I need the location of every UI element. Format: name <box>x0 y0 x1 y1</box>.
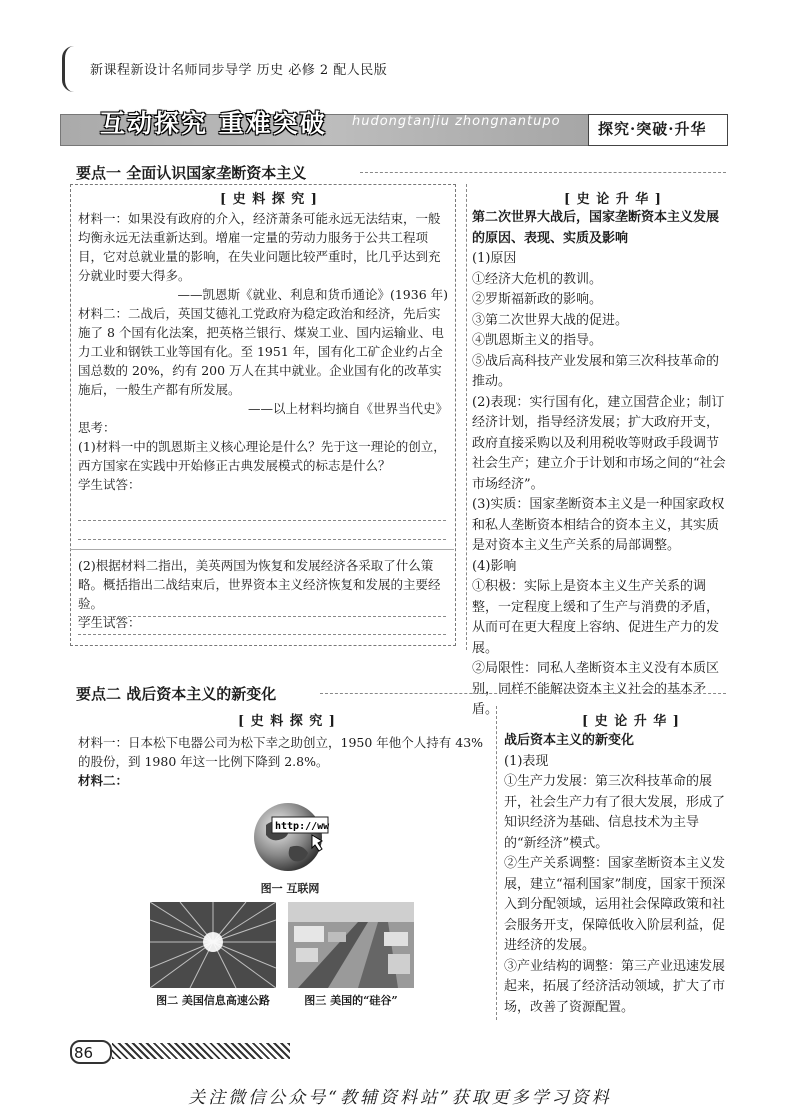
s2-right-heading: 战后资本主义的新变化 <box>504 733 635 748</box>
figure1-internet-image <box>250 795 330 875</box>
s1-material1-source: ——凯恩斯《就业、利息和货币通论》(1936 年) <box>177 287 448 302</box>
s1-material2: 材料二：二战后，英国艾德礼工党政府为稳定政治和经济，先后实施了 8 个国有化法案，把英格兰银行、煤炭工业、国内运输业、电力工业和钢铁工业等国有化。至 1951 年，国有化工矿企业约占全国总数的 20%，约有 200 万人在其中就业。企业国有化的改革实施后，一般生产都有所发展。 <box>78 306 444 397</box>
s2-right-line: ①生产力发展：第三次科技革命的展开，社会生产力有了很大发展，形成了知识经济为基础、信息技术为主导的“新经济”模式。 <box>504 774 726 851</box>
s2-right-line: ③产业结构的调整：第三产业迅速发展起来，拓展了经济活动领域，扩大了市场，改善了资源配置。 <box>504 958 726 1015</box>
section2-rule <box>320 693 726 694</box>
s1-question2-block <box>78 556 448 632</box>
s1-right-line: (2)表现：实行国有化，建立国营企业；制订经济计划，指导经济发展；扩大政府开支，政府直接采购以及利用税收等财政手段调节社会生产；建立介于计划和市场之间的“社会市场经济”。 <box>472 394 726 492</box>
footer-note: 关注微信公众号“教辅资料站”获取更多学习资料 <box>188 1088 612 1108</box>
s1-answer-label1: 学生试答： <box>78 477 141 492</box>
section1-right-subhead: [ 史 论 升 华 ] <box>564 192 662 207</box>
s2-material2-label: 材料二： <box>78 773 129 788</box>
section1-left-content <box>78 209 448 494</box>
s1-material1: 材料一：如果没有政府的介入，经济萧条可能永远无法结束，一般均衡永远无法重新达到。增雇一定量的劳动力服务于公共工程项目，它对总就业量的影响，在失业问题比较严重时，比几乎达到充分就业时要大得多。 <box>78 211 441 283</box>
answer-line[interactable] <box>78 616 446 617</box>
s2-right-line: ②生产关系调整：国家垄断资本主义发展，建立“福利国家”制度，国家干预深入到分配领域，运用社会保障政策和社会服务开支，保障低收入阶层利益，促进经济的发展。 <box>504 856 726 953</box>
section1-title: 要点一 全面认识国家垄断资本主义 <box>76 164 307 182</box>
s1-right-line: ④凯恩斯主义的指导。 <box>472 333 603 348</box>
question-separator <box>70 549 454 550</box>
s1-right-line: ②罗斯福新政的影响。 <box>472 292 603 307</box>
figure3-caption: 图三 美国的“硅谷” <box>304 994 398 1007</box>
header-brace <box>62 46 79 92</box>
section2-title: 要点二 战后资本主义的新变化 <box>76 685 277 703</box>
banner-right-label: 探究·突破·升华 <box>598 120 707 138</box>
banner-pinyin: hudongtanjiu zhongnantupo <box>352 114 561 129</box>
banner-title: 互动探究 重难突破 <box>100 109 327 138</box>
figure2-caption: 图二 美国信息高速公路 <box>156 994 270 1007</box>
figure1-caption: 图一 互联网 <box>260 882 320 895</box>
s1-right-line: (3)实质：国家垄断资本主义是一种国家政权和私人垄断资本相结合的资本主义，其实质是对资本主义生产关系的局部调整。 <box>472 497 725 553</box>
s1-answer-label2: 学生试答： <box>78 615 141 630</box>
s1-question1: (1)材料一中的凯恩斯主义核心理论是什么？先于这一理论的创立，西方国家在实践中开始修正古典发展模式的标志是什么？ <box>78 439 446 473</box>
s1-question2: (2)根据材料二指出，美英两国为恢复和发展经济各采取了什么策略。概括指出二战结束后，世界资本主义经济恢复和发展的主要经验。 <box>78 558 441 611</box>
section2-left-content <box>78 733 488 790</box>
page-number: 86 <box>74 1044 94 1062</box>
silicon-valley-picture <box>288 902 414 988</box>
answer-line[interactable] <box>78 539 446 540</box>
s1-right-line: ①经济大危机的教训。 <box>472 271 603 287</box>
s1-right-line: ③第二次世界大战的促进。 <box>472 312 629 328</box>
fig1-url-text: http://ww <box>275 821 330 832</box>
figure2-highway-image <box>150 902 276 988</box>
globe-icon <box>250 795 330 875</box>
section2-left-subhead: [ 史 料 探 究 ] <box>238 714 336 729</box>
s1-right-line: ⑤战后高科技产业发展和第三次科技革命的推动。 <box>472 353 720 389</box>
s1-right-line: (1)原因 <box>472 251 517 266</box>
s2-material1: 材料一：日本松下电器公司为松下幸之助创立，1950 年他个人持有 43% 的股份，到 1980 年这一比例下降到 2.8%。 <box>78 735 484 769</box>
section2-right-content <box>504 731 728 1018</box>
s1-think-label: 思考： <box>78 420 116 435</box>
figure3-silicon-valley-image <box>288 902 414 988</box>
s1-right-line: (4)影响 <box>472 558 517 574</box>
section1-divider <box>466 184 467 650</box>
section2-right-subhead: [ 史 论 升 华 ] <box>582 714 680 729</box>
answer-line[interactable] <box>78 520 446 521</box>
s1-right-line: ②局限性：同私人垄断资本主义没有本质区别，同样不能解决资本主义社会的基本矛盾。 <box>472 661 720 717</box>
section2-divider <box>496 706 497 1020</box>
page-number-hatch <box>112 1043 290 1059</box>
section1-rule <box>360 172 726 173</box>
s1-right-heading: 第二次世界大战后，国家垄断资本主义发展的原因、表现、实质及影响 <box>472 210 720 246</box>
s1-right-line: ①积极：实际上是资本主义生产关系的调整，一定程度上缓和了生产与消费的矛盾，从而可在更大程度上容纳、促进生产力的发展。 <box>472 579 720 656</box>
s1-material2-source: ——以上材料均摘自《世界当代史》 <box>247 401 448 416</box>
section1-left-subhead: [ 史 料 探 究 ] <box>220 192 318 207</box>
s2-right-line: (1)表现 <box>504 753 549 769</box>
answer-line[interactable] <box>78 634 446 635</box>
book-title: 新课程新设计名师同步导学 历史 必修 2 配人民版 <box>90 63 388 78</box>
highway-picture <box>150 902 276 988</box>
section1-right-content <box>472 208 728 721</box>
